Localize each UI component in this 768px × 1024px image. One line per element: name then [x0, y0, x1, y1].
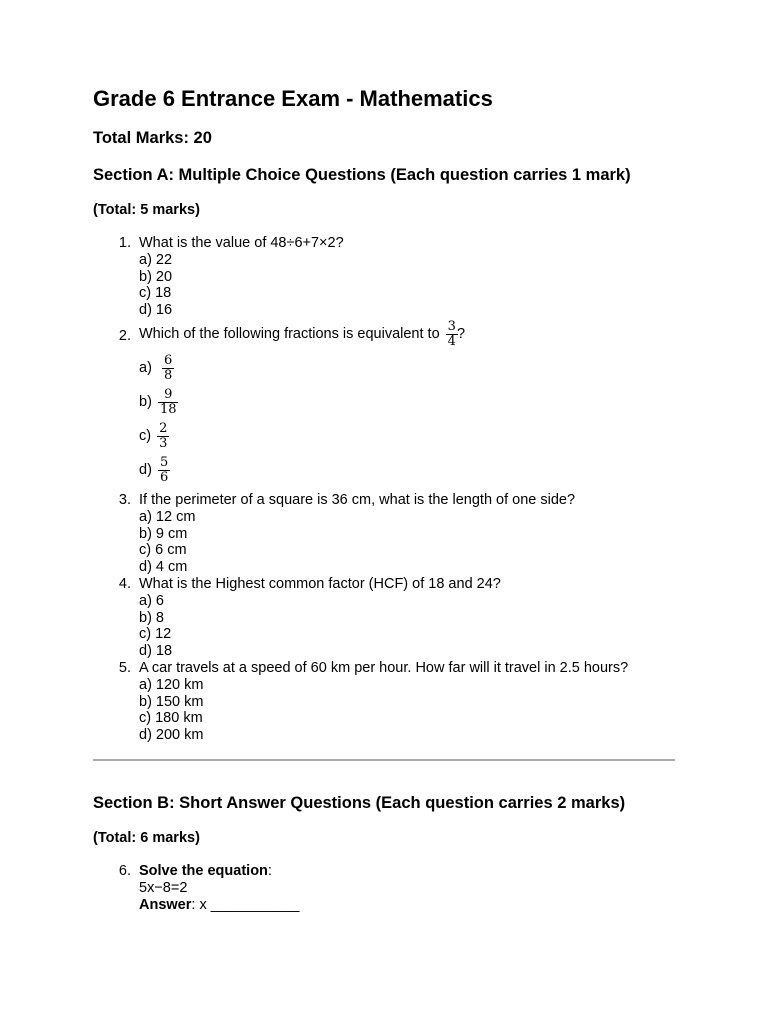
option-a: a) 120 km: [139, 676, 204, 693]
option-label: c): [139, 428, 152, 445]
option-label: d): [139, 462, 152, 479]
fraction-denominator: 8: [163, 368, 173, 383]
question-text: A car travels at a speed of 60 km per hour. How far will it travel in 2.5 hours?: [139, 660, 629, 676]
option-a: a) 22: [139, 251, 173, 268]
question-text: If the perimeter of a square is 36 cm, what is the length of one side?: [139, 492, 576, 508]
section-a-total: (Total: 5 marks): [93, 202, 200, 218]
option-d: d) 200 km: [139, 727, 204, 744]
question-number: 4.: [118, 576, 131, 592]
option-a: [139, 354, 176, 383]
option-b: b) 150 km: [139, 693, 204, 710]
option-label: a): [139, 360, 152, 377]
fraction-denominator: 4: [447, 334, 456, 349]
option-b: b) 9 cm: [139, 525, 188, 542]
fraction-denominator: 18: [159, 402, 177, 417]
prompt-colon: :: [267, 863, 272, 879]
section-a-heading: Section A: Multiple Choice Questions (Each question carries 1 mark): [93, 166, 631, 184]
option-d: d) 16: [139, 302, 173, 319]
question-number: 5.: [118, 660, 131, 676]
question-number: 6.: [118, 863, 131, 879]
option-d: [139, 456, 172, 485]
fraction-numerator: 2: [159, 421, 168, 436]
answer-label: Answer: [139, 896, 192, 913]
question-mark: ?: [456, 326, 466, 343]
option-d: d) 18: [139, 643, 173, 660]
answer-line: [139, 897, 299, 914]
fraction: [158, 388, 179, 417]
fraction-denominator: 3: [159, 436, 168, 451]
question-number: 3.: [118, 492, 131, 508]
fraction-numerator: 5: [159, 455, 169, 470]
option-label: b): [139, 394, 152, 411]
prompt-label: Solve the equation: [139, 863, 268, 879]
option-d: d) 4 cm: [139, 559, 188, 576]
option-c: c) 6 cm: [139, 542, 187, 559]
fraction-numerator: 6: [163, 353, 173, 368]
fraction-denominator: 6: [159, 470, 169, 485]
fraction-numerator: 9: [164, 387, 173, 402]
question-text: Which of the following fractions is equivalent to: [139, 326, 440, 343]
option-c: [139, 422, 171, 451]
exam-title: Grade 6 Entrance Exam - Mathematics: [93, 86, 493, 111]
option-b: b) 8: [139, 609, 164, 626]
option-b: b) 20: [139, 268, 173, 285]
question-text: What is the value of 48÷6+7×2?: [139, 235, 344, 251]
question-number: 2.: [118, 328, 131, 344]
fraction: [158, 456, 170, 485]
option-c: c) 12: [139, 626, 172, 643]
option-b: [139, 388, 180, 417]
equation: 5x−8=2: [139, 879, 188, 896]
option-a: a) 12 cm: [139, 508, 196, 525]
section-b-total: (Total: 6 marks): [93, 830, 200, 846]
total-marks: Total Marks: 20: [93, 129, 212, 147]
fraction: [157, 422, 169, 451]
option-c: c) 180 km: [139, 710, 203, 727]
question-text: What is the Highest common factor (HCF) of 18 and 24?: [139, 576, 501, 592]
question-number: 1.: [118, 235, 131, 251]
answer-blank: : x ___________: [191, 896, 300, 913]
section-divider: [93, 759, 675, 761]
fraction: [162, 354, 174, 383]
option-a: a) 6: [139, 592, 164, 609]
option-c: c) 18: [139, 285, 172, 302]
fraction-numerator: 3: [447, 319, 456, 334]
question-prompt: [139, 863, 299, 880]
section-b-heading: Section B: Short Answer Questions (Each question carries 2 marks): [93, 794, 626, 812]
